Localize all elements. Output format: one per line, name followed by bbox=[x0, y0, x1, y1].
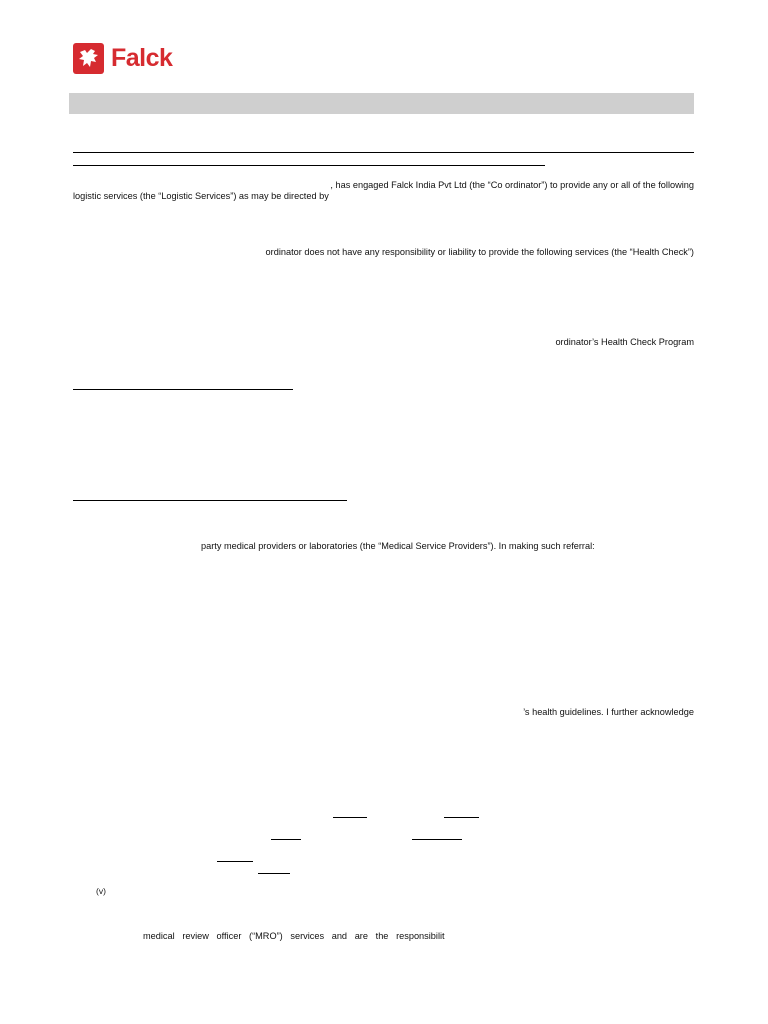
blank-underline-5 bbox=[217, 861, 253, 862]
blank-underline-6 bbox=[258, 873, 290, 874]
heading-underline-1 bbox=[73, 389, 293, 390]
body-line-7: medical review officer (“MRO”) services and are the responsibilit bbox=[143, 931, 445, 941]
body-line-3: ordinator does not have any responsibility or liability to provide the following services (the “Health Check”) bbox=[265, 247, 694, 257]
falck-logo-text: Falck bbox=[111, 44, 173, 72]
heading-underline-2 bbox=[73, 500, 347, 501]
body-line-1: , has engaged Falck India Pvt Ltd (the “Co ordinator”) to provide any or all of the following bbox=[330, 180, 694, 190]
blank-underline-1 bbox=[333, 817, 367, 818]
body-line-5: party medical providers or laboratories (the “Medical Service Providers”). In making such referral: bbox=[201, 541, 595, 551]
body-line-6: ’s health guidelines. I further acknowledge bbox=[523, 707, 694, 717]
falck-logo-mark bbox=[73, 43, 104, 74]
blank-underline-3 bbox=[271, 839, 301, 840]
blank-underline-2 bbox=[444, 817, 479, 818]
form-line-2 bbox=[73, 165, 545, 166]
body-line-4: ordinator’s Health Check Program bbox=[555, 337, 694, 347]
list-item-v-marker: (v) bbox=[96, 886, 106, 896]
blank-underline-4 bbox=[412, 839, 462, 840]
section-header-band bbox=[69, 93, 694, 114]
eagle-icon bbox=[73, 43, 104, 74]
body-line-2: logistic services (the “Logistic Services”) as may be directed by bbox=[73, 191, 329, 201]
form-line-1 bbox=[73, 152, 694, 153]
